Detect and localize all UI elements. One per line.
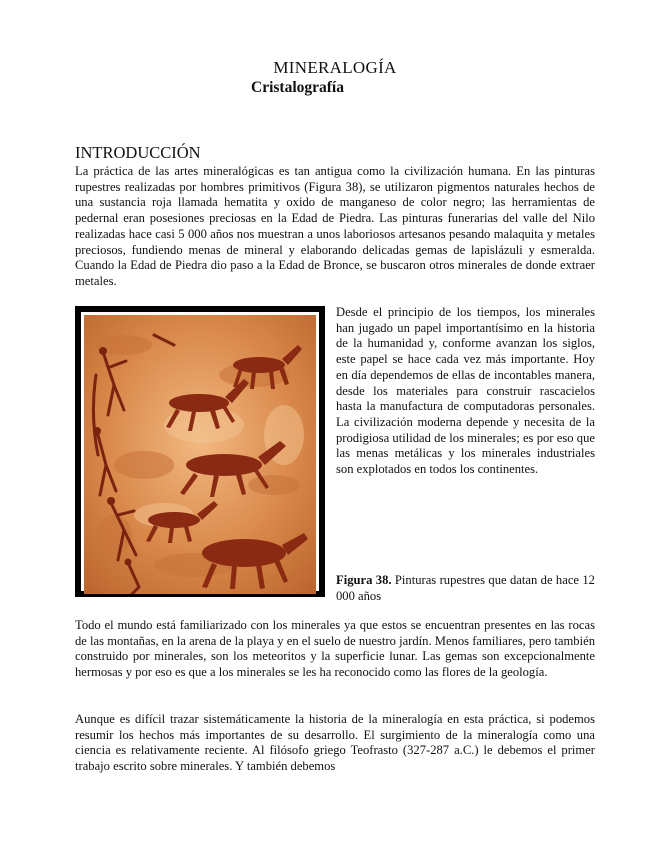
paragraph-beside-figure: Desde el principio de los tiempos, los minerales han jugado un papel importantísimo en la historia de la humanidad y, conforme avanzan los siglos, este papel se hace cada vez más importante. Hoy en día dependemos de ellas de incontables manera, desde los materiales para construir rascacielos hasta la manufactura de computadoras personales. La civilización moderna depende y necesita de la prodigiosa utilidad de los minerales; es por eso que las menas metálicas y los minerales industriales son explotados en todos los continentes. bbox=[336, 305, 595, 477]
figure-caption-text: Pinturas rupestres que datan de hace 12 000 años bbox=[336, 573, 595, 603]
paragraph-intro: La práctica de las artes mineralógicas es tan antigua como la civilización humana. En las pinturas rupestres realizadas por hombres primitivos (Figura 38), se utilizaron pigmentos naturales hechos de una sustancia roja llamada hematita y oxido de manganeso de color negro; las herramientas de pedernal eran posesiones preciosas en la Edad de Piedra. Las pinturas funerarias del valle del Nilo realizadas hace casi 5 000 años nos muestran a unos laboriosos artesanos pesando malaquita y metales preciosos, fundiendo menas de mineral y elaborando delicadas gemas de lapislázuli y esmeralda. Cuando la Edad de Piedra dio paso a la Edad de Bronce, se buscaron otros minerales de donde extraer metales. bbox=[75, 164, 595, 288]
document-title: MINERALOGÍA bbox=[273, 58, 397, 77]
figure-38 bbox=[75, 306, 325, 597]
figure-label: Figura 38. bbox=[336, 573, 392, 587]
section-heading-introduccion: INTRODUCCIÓN bbox=[75, 143, 201, 162]
paragraph-history: Aunque es difícil trazar sistemáticamente la historia de la mineralogía en esta práctica, si podemos resumir los hechos más importantes de su desarrollo. El surgimiento de la mineralogía como una ciencia es relativamente reciente. Al filósofo griego Teofrasto (327-287 a.C.) le debemos el primer trabajo escrito sobre minerales. Y también debemos bbox=[75, 712, 595, 774]
document-subtitle: Cristalografía bbox=[251, 79, 344, 96]
cave-painting-image bbox=[84, 315, 316, 594]
paragraph-familiar: Todo el mundo está familiarizado con los minerales ya que estos se encuentran presentes en las rocas de las montañas, en la arena de la playa y en el suelo de nuestro jardín. Menos familiares, pero también construido por minerales, son los meteoritos y la superficie lunar. Las gemas son excepcionalmente hermosas y por eso es que a los minerales se les ha reconocido como las flores de la geología. bbox=[75, 618, 595, 680]
figure-caption bbox=[336, 573, 595, 604]
